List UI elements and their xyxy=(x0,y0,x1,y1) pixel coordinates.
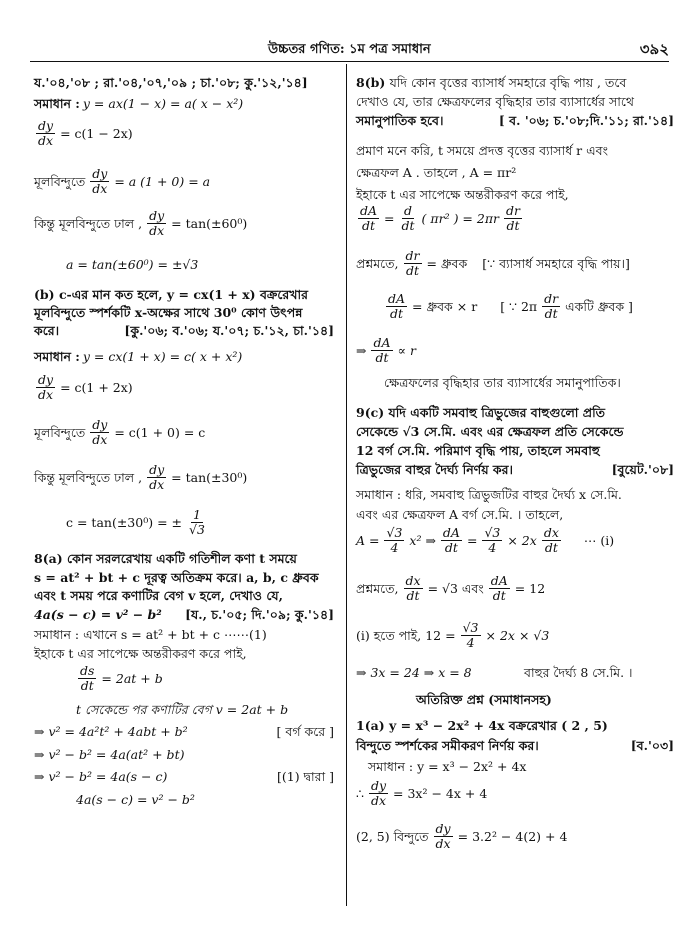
fraction: $\frac{√3}{4}$ xyxy=(484,525,501,555)
fraction: $\frac{dr}{dt}$ xyxy=(506,203,520,233)
slope-line: কিন্তু মূলবিন্দুতে ঢাল , $\frac{dy}{dx}$ = tan(±60⁰) xyxy=(34,208,248,238)
proof-line3: ইহাকে t এর সাপেক্ষে অন্তরীকরণ করে পাই, xyxy=(356,187,569,202)
proportional-line: ⇒ $\frac{dA}{dt}$ ∝ r xyxy=(356,335,416,365)
question-1a: 1(a) y = x³ − 2x² + 4x বক্ররেখার ( 2 , 5) xyxy=(356,718,608,733)
fraction: $\frac{√3}{4}$ xyxy=(386,525,403,555)
fraction: $\frac{dx}{dt}$ xyxy=(405,573,421,603)
solution-8a-line2: ইহাকে t এর সাপেক্ষে অন্তরীকরণ করে পাই, xyxy=(34,646,247,661)
proof-line1: প্রমাণ মনে করি, t সময়ে প্রদত্ত বৃত্তের ব্যাসার্ধ r এবং xyxy=(356,143,608,158)
substitution-line: (i) হতে পাই, 12 = $\frac{√3}{4}$ × 2x × √3 xyxy=(356,620,550,650)
question-b-ref: [কু.'০৬; ব.'০৬; য.'০৭; চ.'১২, চা.'১৪] xyxy=(124,323,334,338)
question-8b-line3: সমানুপাতিক হবে। [ ব. '০৬; চ.'০৮;দি.'১১; রা.'১৪] xyxy=(356,113,674,128)
question-8a-line4: 4a(s − c) = v² − b² [য., চ.'০৫; দি.'০৯; কু.'১৪] xyxy=(34,607,334,622)
fraction: $\frac{dy}{dx}$ xyxy=(38,118,54,148)
fraction: $\frac{dy}{dx}$ xyxy=(370,778,387,808)
b-slope: কিন্তু মূলবিন্দুতে ঢাল , $\frac{dy}{dx}$ = tan(±30⁰) xyxy=(34,462,248,492)
question-9c: 9(c) যদি একটি সমবাহু ত্রিভুজের বাহুগুলো প্রতি xyxy=(356,405,606,420)
question-8a: 8(a) কোন সরলরেখায় একটি গতিশীল কণা t সময়ে xyxy=(34,551,297,566)
fraction: $\frac{1}{√3}$ xyxy=(189,507,205,537)
solution-9c-line1: সমাধান : ধরি, সমবাহু ত্রিভুজটির বাহুর দৈর্ঘ্য x সে.মি. xyxy=(356,487,622,502)
step-line: ⇒ v² − b² = 4a(s − c) [(1) দ্বারা ] xyxy=(34,769,334,784)
area-derivative: $\frac{dA}{dt}$ = $\frac{d}{dt}$ ( πr² ) = 2πr $\frac{dr}{dt}$ xyxy=(360,203,520,233)
ds-dt-line: $\frac{ds}{dt}$ = 2at + b xyxy=(80,663,163,693)
given-rates-9c: প্রশ্নমতে, $\frac{dx}{dt}$ = √3 এবং $\frac{dA}{dt}$ = 12 xyxy=(356,573,546,603)
fraction: $\frac{dy}{dx}$ xyxy=(435,821,451,851)
fraction: $\frac{dA}{dt}$ xyxy=(388,291,406,321)
fraction: $\frac{√3}{4}$ xyxy=(462,620,479,650)
solution-1a-at-point: (2, 5) বিন্দুতে $\frac{dy}{dx}$ = 3.2² − 4(2) + 4 xyxy=(356,821,568,851)
fraction: $\frac{dy}{dx}$ xyxy=(149,208,165,238)
solution-1a-derivative: ∴ $\frac{dy}{dx}$ = 3x² − 4x + 4 xyxy=(356,778,488,808)
question-1a-ref: [ব.'০৩] xyxy=(630,738,674,753)
solution-line: সমাধান : y = ax(1 − x) = a( x − x²) xyxy=(34,96,244,111)
fraction: $\frac{d}{dt}$ xyxy=(401,203,415,233)
step-line: ⇒ v² = 4a²t² + 4abt + b² [ বর্গ করে ] xyxy=(34,724,334,739)
area-rate-constant: $\frac{dA}{dt}$ = ধ্রুবক × r [ ∵ 2π $\frac{dr}{dt}$ একটি ধ্রুবক ] xyxy=(388,291,633,321)
proof-line2: ক্ষেত্রফল A . তাহলে , A = πr² xyxy=(356,165,517,180)
given-rate: প্রশ্নমতে, $\frac{dr}{dt}$ = ধ্রুবক [∵ ব্যাসার্ধ সমহারে বৃদ্ধি পায়।] xyxy=(356,248,630,278)
question-b-line2: মূলবিন্দুতে স্পর্শকটি x-অক্ষের সাথে 30⁰ কোণ উৎপন্ন xyxy=(34,305,303,320)
fraction: $\frac{dy}{dx}$ xyxy=(92,417,108,447)
fraction: $\frac{dx}{dt}$ xyxy=(543,525,559,555)
fraction: $\frac{dy}{dx}$ xyxy=(149,462,165,492)
fraction: $\frac{dy}{dx}$ xyxy=(92,166,108,196)
header-rule xyxy=(30,61,669,62)
solution-1a-line1: সমাধান : y = x³ − 2x² + 4x xyxy=(368,759,527,774)
question-8a-line3: এবং t সময় পরে কণাটির বেগ v হলে, দেখাও যে, xyxy=(34,588,283,603)
question-8a-ref: [য., চ.'০৫; দি.'০৯; কু.'১৪] xyxy=(185,607,334,622)
derivative-line: $\frac{dy}{dx}$ = c(1 − 2x) xyxy=(38,118,133,148)
velocity-line: t সেকেন্ডে পর কণাটির বেগ v = 2at + b xyxy=(76,702,289,717)
question-8b-line2: দেখাও যে, তার ক্ষেত্রফলের বৃদ্ধিহার তার ব্যাসার্ধের সাথে xyxy=(356,94,634,109)
question-1a-line2: বিন্দুতে স্পর্শকের সমীকরণ নির্ণয় কর। [ব.'০৩] xyxy=(356,738,674,753)
fraction: $\frac{dr}{dt}$ xyxy=(405,248,420,278)
fraction: $\frac{dA}{dt}$ xyxy=(490,573,508,603)
page-title: উচ্চতর গণিত: ১ম পত্র সমাধান xyxy=(268,42,431,57)
question-9c-ref: [বুয়েট.'০৮] xyxy=(611,462,674,477)
question-b: (b) c-এর মান কত হলে, y = cx(1 + x) বক্ররেখার xyxy=(34,287,308,302)
fraction: $\frac{dA}{dt}$ xyxy=(442,525,460,555)
origin-derivative-line: মূলবিন্দুতে $\frac{dy}{dx}$ = a (1 + 0) = a xyxy=(34,166,211,196)
b-derivative: $\frac{dy}{dx}$ = c(1 + 2x) xyxy=(38,372,133,402)
step-line: ⇒ v² − b² = 4a(at² + bt) xyxy=(34,747,185,762)
solution-8a-line1: সমাধান : এখানে s = at² + bt + c ⋯⋯(1) xyxy=(34,627,267,642)
fraction: $\frac{ds}{dt}$ xyxy=(80,663,95,693)
b-solution: সমাধান : y = cx(1 + x) = c( x + x²) xyxy=(34,349,243,364)
page-header xyxy=(0,36,697,62)
question-8b-ref: [ ব. '০৬; চ.'০৮;দি.'১১; রা.'১৪] xyxy=(498,113,674,128)
question-8b: 8(b) যদি কোন বৃত্তের ব্যাসার্ধ সমহারে বৃদ্ধি পায় , তবে xyxy=(356,75,627,90)
question-9c-line4: ত্রিভুজের বাহুর দৈর্ঘ্য নির্ণয় কর। [বুয়েট.'০৮] xyxy=(356,462,674,477)
question-b-line3: করে। [কু.'০৬; ব.'০৬; য.'০৭; চ.'১২, চা.'১৪] xyxy=(34,323,334,338)
final-result-8a: 4a(s − c) = v² − b² xyxy=(76,792,195,807)
extra-questions-heading: অতিরিক্ত প্রশ্ন (সমাধানসহ) xyxy=(416,692,552,707)
result-c: c = tan(±30⁰) = ± $\frac{1}{√3}$ xyxy=(66,507,205,537)
question-8a-line2: s = at² + bt + c দূরত্ব অতিক্রম করে। a, b, c ধ্রুবক xyxy=(34,570,319,585)
result-9c: ⇒ 3x = 24 ⇒ x = 8 বাহুর দৈর্ঘ্য 8 সে.মি. । xyxy=(356,665,633,680)
fraction: $\frac{dy}{dx}$ xyxy=(38,372,54,402)
fraction: $\frac{dA}{dt}$ xyxy=(373,335,391,365)
conclusion-8b: ক্ষেত্রফলের বৃদ্ধিহার তার ব্যাসার্ধের সমানুপাতিক। xyxy=(384,375,621,390)
page-number: ৩৯২ xyxy=(639,40,669,58)
solution-9c-line2: এবং এর ক্ষেত্রফল A বর্গ সে.মি. । তাহলে, xyxy=(356,507,564,522)
exam-reference: য.'০৪,'০৮ ; রা.'০৪,'০৭,'০৯ ; চা.'০৮; কু.'১২,'১৪] xyxy=(34,75,308,90)
question-9c-line2: সেকেন্ডে √3 সে.মি. এবং এর ক্ষেত্রফল প্রতি সেকেন্ডে xyxy=(356,424,624,439)
question-9c-line3: 12 বর্গ সে.মি. পরিমাণ বৃদ্ধি পায়, তাহলে সমবাহু xyxy=(356,443,600,458)
fraction: $\frac{dr}{dt}$ xyxy=(544,291,559,321)
result-a: a = tan(±60⁰) = ±√3 xyxy=(66,257,199,272)
fraction: $\frac{dA}{dt}$ xyxy=(360,203,378,233)
column-divider xyxy=(346,64,347,906)
area-formula-line: A = $\frac{√3}{4}$ x² ⇒ $\frac{dA}{dt}$ = $\frac{√3}{4}$ × 2x $\frac{dx}{dt}$ ⋯ (i) xyxy=(356,525,615,555)
b-origin-derivative: মূলবিন্দুতে $\frac{dy}{dx}$ = c(1 + 0) = c xyxy=(34,417,206,447)
